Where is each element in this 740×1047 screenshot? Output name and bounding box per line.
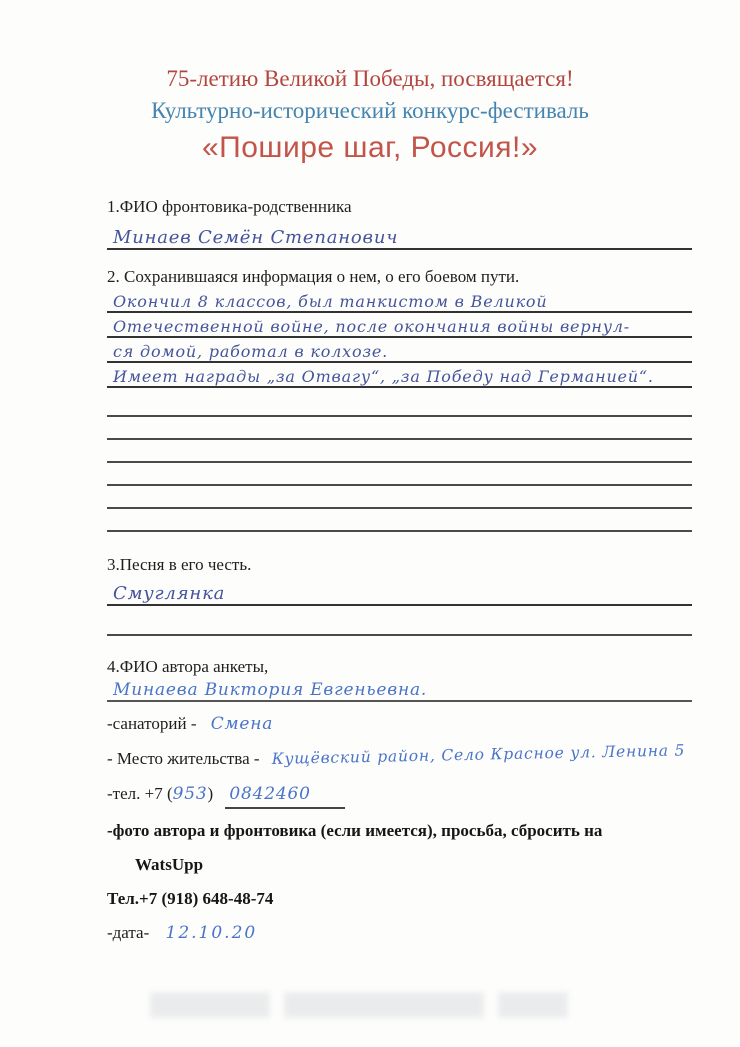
empty-answer-line	[107, 463, 692, 486]
question-2-answer: Окончил 8 классов, был танкистом в Великой	[113, 292, 548, 311]
question-1-answer-line	[107, 218, 692, 250]
phone-label-prefix: -тел. +7 (	[107, 784, 173, 803]
empty-answer-line	[107, 509, 692, 532]
residence-value: Кущёвский район, Село Красное ул. Ленина 5	[271, 741, 686, 769]
question-3-answer-line	[107, 576, 692, 606]
date-value: 12.10.20	[165, 923, 258, 943]
question-2-answer-line	[107, 313, 692, 338]
question-2-answer: Отечественной войне, после окончания войны вернул-	[113, 317, 630, 336]
residence-row	[107, 741, 692, 772]
form-body	[0, 196, 740, 946]
event-title: Культурно-исторический конкурс-фестиваль	[151, 98, 589, 123]
question-4-label: 4.ФИО автора анкеты,	[107, 657, 269, 676]
phone-label-suffix: )	[207, 784, 214, 803]
date-row	[107, 920, 692, 946]
question-4-answer-line	[107, 678, 692, 702]
dedication-title: 75-летию Великой Победы, посвящается!	[166, 66, 574, 91]
question-2-answer-line	[107, 363, 692, 388]
question-2-answer: Имеет награды „за Отвагу“, „за Победу над Германией“.	[113, 367, 654, 386]
question-2-label: 2. Сохранившаяся информация о нем, о его боевом пути.	[107, 267, 520, 286]
question-2-answer: ся домой, работал в колхозе.	[113, 342, 389, 361]
question-1-label: 1.ФИО фронтовика-родственника	[107, 197, 352, 216]
empty-answer-line	[107, 606, 692, 636]
form-header	[0, 0, 740, 168]
messenger-name: WatsUpp	[135, 855, 204, 874]
sanatorium-label: -санаторий -	[107, 714, 197, 733]
question-2-answer-line	[107, 338, 692, 363]
sanatorium-row	[107, 711, 692, 737]
empty-answer-line	[107, 486, 692, 509]
empty-answer-line	[107, 440, 692, 463]
photo-note: -фото автора и фронтовика (если имеется), просьба, сбросить на	[107, 821, 603, 840]
contact-phone: Тел.+7 (918) 648-48-74	[107, 889, 274, 908]
empty-answer-line	[107, 394, 692, 417]
phone-value: 0842460	[225, 782, 345, 809]
date-label: -дата-	[107, 923, 150, 942]
bleedthrough-artifact	[150, 992, 590, 1018]
sanatorium-value: Смена	[210, 714, 274, 734]
question-2-answer-line	[107, 288, 692, 313]
slogan-title: «Пошире шаг, Россия!»	[201, 131, 539, 164]
question-3-answer: Смуглянка	[113, 583, 226, 604]
residence-label: - Место жительства -	[107, 749, 260, 768]
question-3-label: 3.Песня в его честь.	[107, 555, 252, 574]
question-1-answer: Минаев Семён Степанович	[113, 227, 399, 248]
phone-row	[107, 781, 692, 809]
phone-area-code: 953	[172, 784, 208, 804]
question-4-answer: Минаева Виктория Евгеньевна.	[113, 680, 428, 700]
empty-answer-line	[107, 417, 692, 440]
